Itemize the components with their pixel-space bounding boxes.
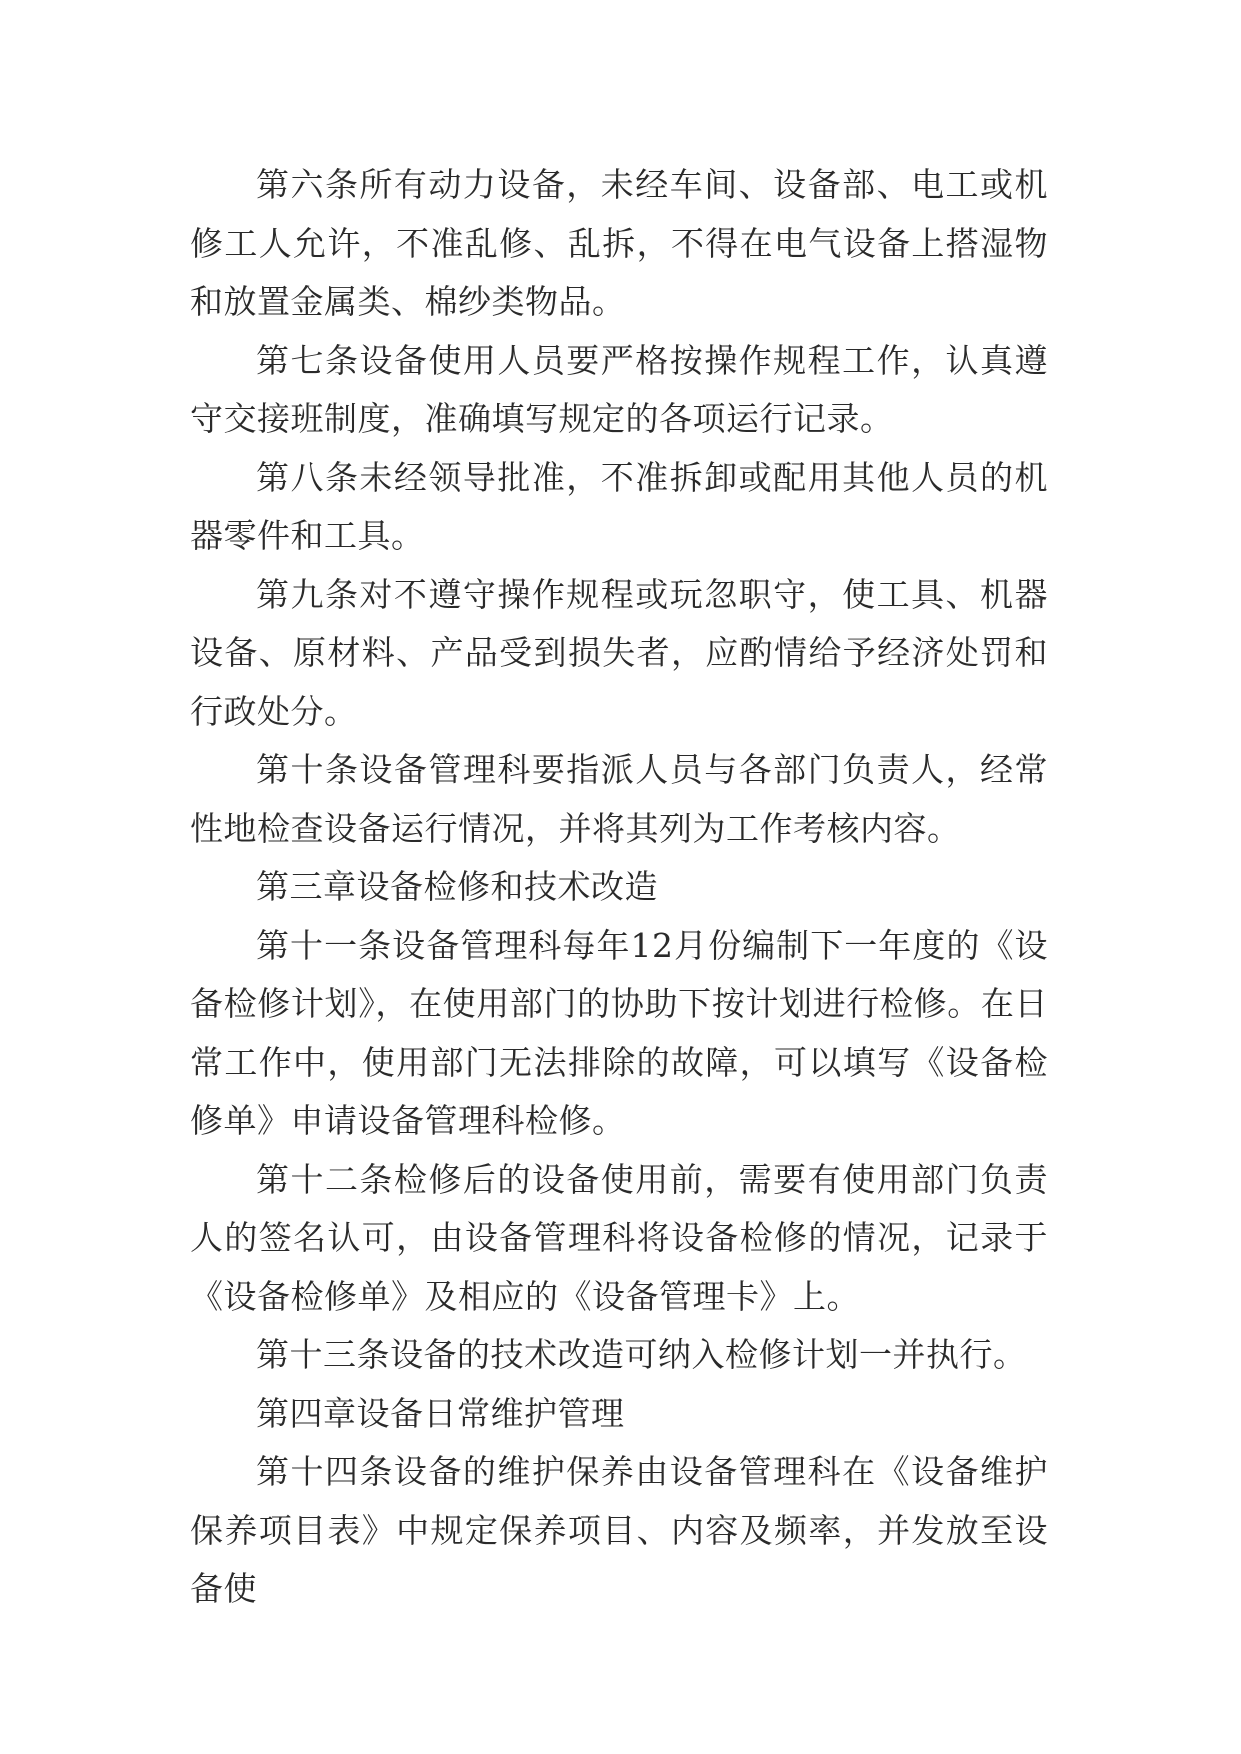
article-13-paragraph: 第十三条设备的技术改造可纳入检修计划一并执行。 xyxy=(256,1335,1027,1374)
article-6-paragraph: 第六条所有动力设备，未经车间、设备部、电工或机修工人允许，不准乱修、乱拆，不得在电气设备上搭湿物和放置金属类、棉纱类物品。 xyxy=(190,165,1048,321)
chapter-4-heading: 第四章设备日常维护管理 xyxy=(256,1393,625,1433)
chapter-3-heading: 第三章设备检修和技术改造 xyxy=(256,867,658,906)
article-8-paragraph: 第八条未经领导批准，不准拆卸或配用其他人员的机器零件和工具。 xyxy=(190,457,1048,555)
article-11-paragraph: 第十一条设备管理科每年12月份编制下一年度的《设备检修计划》，在使用部门的协助下按计划进行检修。在日常工作中，使用部门无法排除的故障，可以填写《设备检修单》申请设备管理科检修。 xyxy=(190,925,1048,1140)
document-body xyxy=(190,156,1048,1619)
article-7-paragraph: 第七条设备使用人员要严格按操作规程工作，认真遵守交接班制度，准确填写规定的各项运行记录。 xyxy=(190,340,1048,438)
article-12-paragraph: 第十二条检修后的设备使用前，需要有使用部门负责人的签名认可，由设备管理科将设备检修的情况，记录于《设备检修单》及相应的《设备管理卡》上。 xyxy=(190,1159,1048,1316)
article-10-paragraph: 第十条设备管理科要指派人员与各部门负责人，经常性地检查设备运行情况，并将其列为工作考核内容。 xyxy=(190,750,1048,848)
article-14-paragraph: 第十四条设备的维护保养由设备管理科在《设备维护保养项目表》中规定保养项目、内容及频率，并发放至设备使 xyxy=(190,1452,1048,1608)
article-9-paragraph: 第九条对不遵守操作规程或玩忽职守，使工具、机器设备、原材料、产品受到损失者，应酌情给予经济处罚和行政处分。 xyxy=(190,574,1048,731)
